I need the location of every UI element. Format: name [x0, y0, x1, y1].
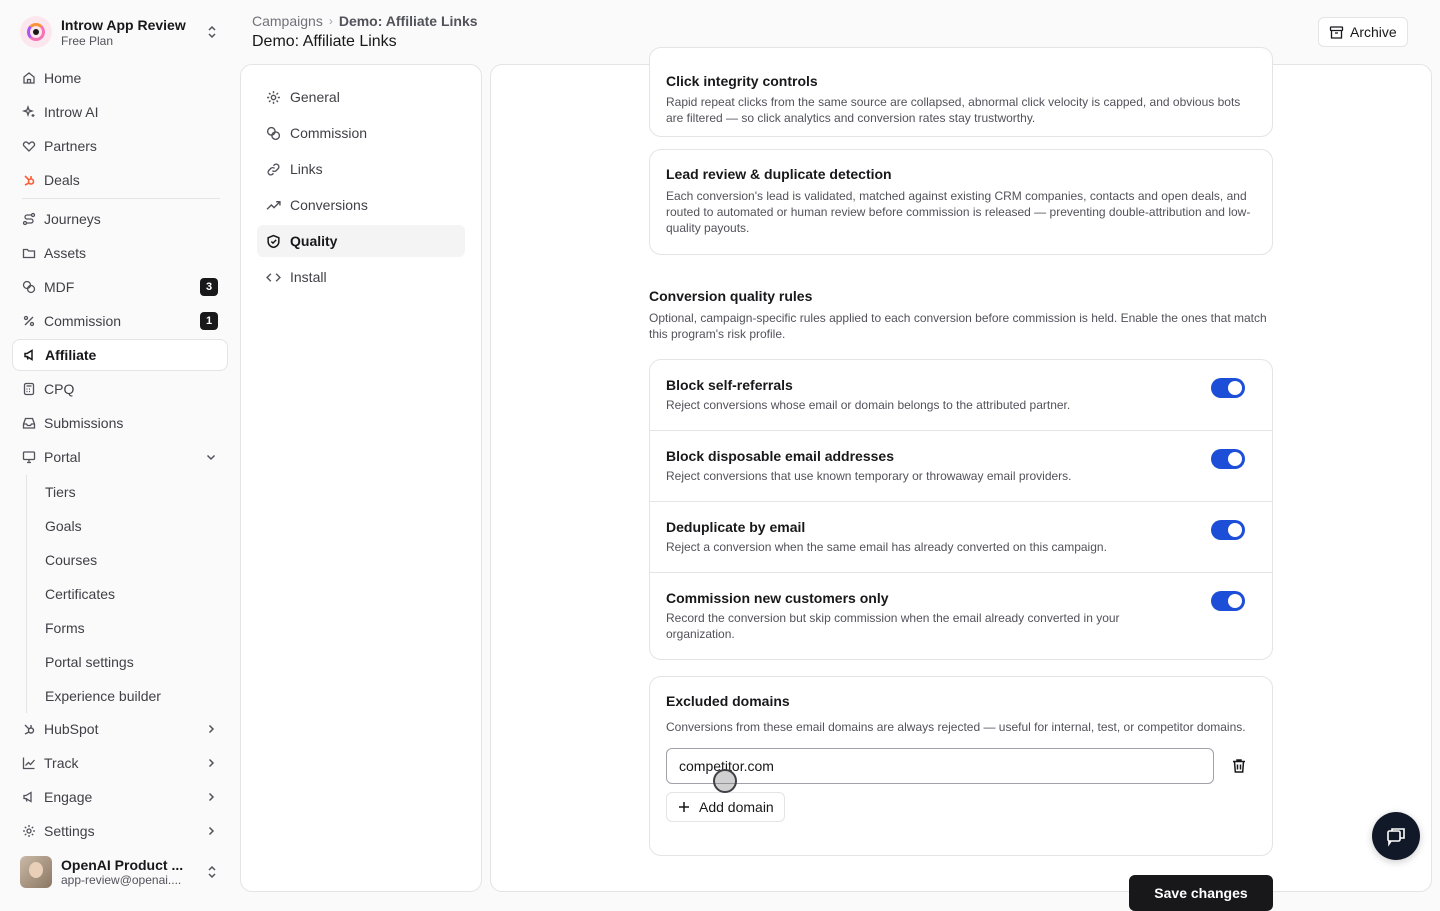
breadcrumb-separator-icon: ›: [328, 14, 333, 28]
lead-review-card: [649, 149, 1273, 255]
nav-item-label: Engage: [44, 789, 93, 805]
mdf-count-badge: 3: [200, 278, 218, 296]
mouse-cursor: [713, 769, 737, 793]
megaphone-icon: [23, 348, 37, 362]
campaign-settings-nav: [240, 64, 482, 892]
rule-title: Commission new customers only: [666, 590, 889, 606]
settings-tab-label: Conversions: [290, 197, 368, 213]
settings-tab-label: Links: [290, 161, 323, 177]
trash-icon[interactable]: [1230, 757, 1248, 775]
hubspot-icon: [22, 722, 36, 736]
org-logo: [20, 16, 52, 48]
rule-block-disposable-email: [650, 431, 1272, 502]
rule-description: Reject conversions that use known temporary or throwaway email providers.: [666, 469, 1072, 483]
nav-item-label: Partners: [44, 138, 97, 154]
monitor-icon: [22, 450, 36, 464]
rule-toggle[interactable]: [1211, 378, 1245, 398]
chevrons-up-down-icon: [204, 864, 220, 880]
nav-item-home[interactable]: [12, 62, 228, 94]
commission-count-badge: 1: [200, 312, 218, 330]
subnav-item-certificates[interactable]: Certificates: [45, 586, 116, 602]
user-menu[interactable]: [12, 856, 228, 888]
avatar: [20, 856, 52, 888]
subnav-item-courses[interactable]: Courses: [45, 552, 98, 568]
breadcrumb-current: Demo: Affiliate Links: [338, 13, 478, 29]
section-title: Conversion quality rules: [649, 288, 813, 304]
settings-tab-label: General: [290, 89, 340, 105]
subnav-item-goals[interactable]: Goals: [45, 518, 82, 534]
subnav-item-forms[interactable]: Forms: [45, 620, 85, 636]
nav-item-label: HubSpot: [44, 721, 99, 737]
nav-item-label: Deals: [44, 172, 80, 188]
sidebar: [0, 0, 240, 900]
rule-description: Reject conversions whose email or domain belongs to the attributed partner.: [666, 398, 1071, 412]
archive-icon: [1329, 25, 1344, 40]
org-switcher[interactable]: [12, 8, 228, 56]
nav-item-label: Settings: [44, 823, 95, 839]
nav-item-label: CPQ: [44, 381, 75, 397]
card-title: Lead review & duplicate detection: [666, 166, 892, 182]
org-name: Introw App Review: [61, 16, 186, 33]
handshake-icon: [22, 139, 36, 153]
nav-item-portal[interactable]: [12, 441, 228, 473]
nav-group-track[interactable]: [12, 747, 228, 779]
nav-item-cpq[interactable]: [12, 373, 228, 405]
nav-item-assets[interactable]: [12, 237, 228, 269]
user-email: app-review@openai....: [61, 873, 182, 887]
chevron-right-icon: [204, 790, 218, 804]
nav-item-commission[interactable]: [12, 305, 228, 337]
gear-icon: [22, 824, 36, 838]
subnav-item-portal-settings[interactable]: Portal settings: [45, 654, 134, 670]
rules-section-header: [649, 288, 1273, 342]
rule-toggle[interactable]: [1211, 591, 1245, 611]
nav-item-label: Portal: [44, 449, 81, 465]
nav-item-submissions[interactable]: [12, 407, 228, 439]
chevrons-up-down-icon: [204, 24, 220, 40]
coins-icon: [22, 280, 36, 294]
code-icon: [266, 270, 281, 285]
megaphone-icon: [22, 790, 36, 804]
page-title: Demo: Affiliate Links: [252, 33, 397, 50]
nav-item-affiliate[interactable]: [12, 339, 228, 371]
settings-tab-install[interactable]: [257, 261, 465, 293]
click-integrity-card-wrap: [649, 47, 1273, 137]
chevron-right-icon: [204, 824, 218, 838]
rule-toggle[interactable]: [1211, 449, 1245, 469]
nav-item-label: Home: [44, 70, 82, 86]
calculator-icon: [22, 382, 36, 396]
rule-block-self-referrals: [650, 360, 1272, 431]
card-description: Each conversion's lead is validated, matched against existing CRM companies, contacts and open deals, and routed to automated or human review before commission is released — preventing double-attribution and low-quality payouts.: [666, 189, 1251, 235]
settings-tab-conversions[interactable]: [257, 189, 465, 221]
settings-tab-label: Commission: [290, 125, 368, 141]
nav-item-partners[interactable]: [12, 130, 228, 162]
rule-toggle[interactable]: [1211, 520, 1245, 540]
nav-group-hubspot[interactable]: [12, 713, 228, 745]
nav-item-label: MDF: [44, 279, 75, 295]
card-title: Excluded domains: [666, 693, 790, 709]
nav-item-label: Introw AI: [44, 104, 99, 120]
chat-icon: [1385, 825, 1407, 847]
nav-item-introw-ai[interactable]: [12, 96, 228, 128]
section-description: Optional, campaign-specific rules applied to each conversion before commission is held. Enable the ones that match this program's risk profile.: [649, 311, 1267, 341]
breadcrumb-campaigns-link[interactable]: Campaigns: [252, 13, 323, 29]
nav-divider: [22, 198, 220, 199]
lead-review-card-wrap: [649, 149, 1273, 255]
settings-tab-quality[interactable]: [257, 225, 465, 257]
subnav-item-tiers[interactable]: Tiers: [45, 484, 76, 500]
nav-item-mdf[interactable]: [12, 271, 228, 303]
rule-new-customers-only: [650, 573, 1272, 659]
settings-tab-links[interactable]: [257, 153, 465, 185]
nav-group-settings[interactable]: [12, 815, 228, 847]
rule-title: Block disposable email addresses: [666, 448, 894, 464]
chevron-right-icon: [204, 722, 218, 736]
excluded-domains-card: [649, 676, 1273, 856]
settings-tab-general[interactable]: [257, 81, 465, 113]
save-changes-label: Save changes: [1154, 885, 1248, 901]
hubspot-icon: [22, 173, 36, 187]
nav-item-journeys[interactable]: [12, 203, 228, 235]
nav-item-label: Journeys: [44, 211, 101, 227]
plus-icon: [677, 800, 691, 814]
card-description: Rapid repeat clicks from the same source are collapsed, abnormal click velocity is capped, and obvious bots are filtered — so click analytics and conversion rates stay trustworthy.: [666, 95, 1241, 125]
save-changes-button[interactable]: [1129, 875, 1273, 911]
percent-icon: [22, 314, 36, 328]
add-domain-button[interactable]: [666, 792, 785, 822]
sparkle-icon: [22, 105, 36, 119]
chevron-down-icon: [204, 450, 218, 464]
home-icon: [22, 71, 36, 85]
settings-tab-label: Quality: [290, 233, 338, 249]
nav-item-label: Affiliate: [45, 347, 97, 363]
card-title: Click integrity controls: [666, 73, 818, 89]
org-plan: Free Plan: [61, 33, 114, 48]
rule-deduplicate-by-email: [650, 502, 1272, 573]
archive-button[interactable]: [1318, 17, 1408, 47]
nav-item-label: Commission: [44, 313, 122, 329]
rule-description: Reject a conversion when the same email has already converted on this campaign.: [666, 540, 1107, 554]
rule-title: Block self-referrals: [666, 377, 793, 393]
breadcrumb: [252, 13, 478, 29]
portal-subnav: [26, 475, 228, 713]
card-description: Conversions from these email domains are always rejected — useful for internal, test, or competitor domains.: [666, 720, 1246, 734]
coins-icon: [266, 126, 281, 141]
chat-widget-button[interactable]: [1372, 812, 1420, 860]
domain-row: [666, 748, 1256, 784]
user-name: OpenAI Product ...: [61, 857, 184, 873]
folder-icon: [22, 246, 36, 260]
archive-label: Archive: [1350, 24, 1397, 40]
rule-title: Deduplicate by email: [666, 519, 806, 535]
nav-item-label: Track: [44, 755, 79, 771]
settings-tab-commission[interactable]: [257, 117, 465, 149]
nav-item-label: Submissions: [44, 415, 124, 431]
link-icon: [266, 162, 281, 177]
route-icon: [22, 212, 36, 226]
excluded-domains-card-wrap: [649, 676, 1273, 856]
quality-rules-list: [649, 359, 1273, 660]
excluded-domain-input[interactable]: [666, 748, 1214, 784]
chart-icon: [22, 756, 36, 770]
rule-description: Record the conversion but skip commission when the email already converted in your organization.: [666, 611, 1120, 641]
nav-item-deals[interactable]: [12, 164, 228, 196]
inbox-icon: [22, 416, 36, 430]
chevron-right-icon: [204, 756, 218, 770]
gear-icon: [266, 90, 281, 105]
shield-icon: [266, 234, 281, 249]
add-domain-label: Add domain: [699, 799, 774, 815]
trending-icon: [266, 198, 281, 213]
nav-item-label: Assets: [44, 245, 87, 261]
subnav-item-experience-builder[interactable]: Experience builder: [45, 688, 161, 704]
settings-tab-label: Install: [290, 269, 327, 285]
quality-settings-panel[interactable]: [490, 64, 1432, 901]
nav-group-engage[interactable]: [12, 781, 228, 813]
click-integrity-card: [649, 47, 1273, 137]
